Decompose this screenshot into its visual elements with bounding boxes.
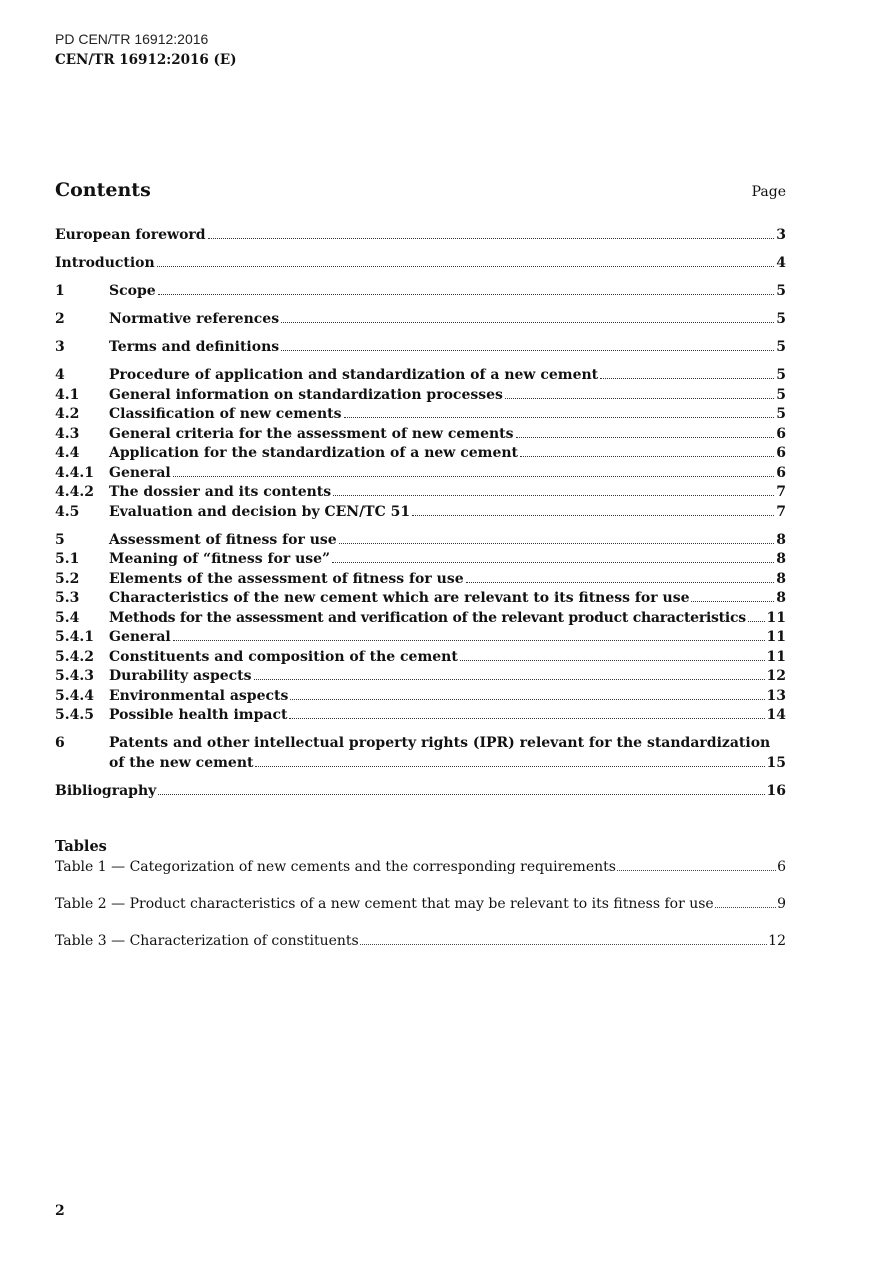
list-of-tables: [55, 858, 786, 969]
toc-entry[interactable]: [55, 687, 786, 707]
toc-entry-page: 5: [776, 339, 786, 355]
toc-entry[interactable]: [55, 531, 786, 551]
toc-entry-number: 4.2: [55, 406, 80, 422]
toc-entry-page: 5: [776, 406, 786, 422]
dot-leader: [748, 621, 765, 622]
toc-entry-title: Terms and definitions: [109, 339, 280, 355]
table-entry-title: Table 1 — Categorization of new cements and the corresponding requirements: [55, 859, 616, 875]
toc-entry[interactable]: [55, 226, 786, 246]
dot-leader: [460, 660, 765, 661]
toc-entry-page: 4: [776, 255, 786, 271]
toc-entry-title: General: [109, 629, 171, 645]
toc-entry-page: 12: [766, 668, 786, 684]
toc-entry-title: Normative references: [109, 311, 280, 327]
page-column-label: Page: [751, 184, 786, 200]
dot-leader: [158, 794, 764, 795]
toc-entry-page: 8: [776, 590, 786, 606]
toc-entry-title: The dossier and its contents: [109, 484, 332, 500]
toc-entry-title: Meaning of “fitness for use”: [109, 551, 331, 567]
toc-entry-number: 4.5: [55, 503, 80, 520]
toc-entry[interactable]: [55, 609, 786, 629]
dot-leader: [158, 294, 775, 295]
toc-entry-number: 5.4.4: [55, 687, 94, 704]
dot-leader: [505, 398, 774, 399]
toc-entry-continuation[interactable]: [55, 754, 786, 774]
dot-leader: [290, 699, 764, 700]
table-of-contents: [55, 226, 786, 801]
toc-entry[interactable]: [55, 782, 786, 802]
toc-entry-title: Elements of the assessment of fitness for use: [109, 570, 464, 587]
toc-entry-page: 14: [766, 707, 786, 723]
toc-entry-number: 4: [55, 367, 65, 383]
document-id-header: PD CEN/TR 16912:2016: [55, 31, 209, 47]
toc-entry-page: 7: [776, 484, 786, 500]
dot-leader: [281, 350, 774, 351]
dot-leader: [173, 476, 775, 477]
toc-entry-number: 4.3: [55, 425, 80, 442]
toc-entry[interactable]: [55, 310, 786, 330]
dot-leader: [520, 456, 774, 457]
toc-entry[interactable]: [55, 570, 786, 590]
toc-entry-number: 5.4.5: [55, 707, 94, 723]
toc-entry-title: Scope: [109, 283, 156, 299]
dot-leader: [516, 437, 775, 438]
toc-entry-page: 15: [766, 754, 786, 771]
dot-leader: [617, 870, 776, 871]
toc-entry-page: 3: [776, 227, 786, 243]
toc-entry-title: General: [109, 464, 171, 481]
table-entry-title: Table 3 — Characterization of constituents: [55, 933, 359, 949]
table-entry-title: Table 2 — Product characteristics of a new cement that may be relevant to its fitness for use: [55, 896, 714, 912]
toc-entry[interactable]: [55, 405, 786, 425]
dot-leader: [157, 266, 775, 267]
toc-entry-page: 8: [776, 531, 786, 548]
toc-entry-page: 6: [776, 445, 786, 461]
toc-entry[interactable]: [55, 589, 786, 609]
table-list-entry[interactable]: [55, 895, 786, 914]
toc-entry[interactable]: [55, 648, 786, 668]
dot-leader: [173, 640, 765, 641]
toc-entry-title: Evaluation and decision by CEN/TC 51: [109, 503, 411, 520]
toc-entry-page: 11: [766, 629, 786, 645]
dot-leader: [412, 515, 774, 516]
toc-entry-page: 6: [776, 464, 786, 481]
toc-entry[interactable]: [55, 628, 786, 648]
dot-leader: [289, 718, 764, 719]
dot-leader: [360, 944, 767, 945]
toc-entry-title: Possible health impact: [109, 707, 288, 723]
table-list-entry[interactable]: [55, 858, 786, 877]
dot-leader: [254, 679, 765, 680]
standard-id-header: CEN/TR 16912:2016 (E): [55, 52, 237, 68]
toc-entry-title: Application for the standardization of a new cement: [109, 445, 519, 461]
toc-entry-number: 5: [55, 531, 65, 548]
toc-entry-page: 5: [776, 311, 786, 327]
toc-entry[interactable]: [55, 667, 786, 687]
toc-entry-page: 11: [766, 609, 786, 626]
toc-entry-page: 6: [776, 425, 786, 442]
toc-entry-number: 4.1: [55, 386, 80, 403]
toc-entry-title: Characteristics of the new cement which are relevant to its fitness for use: [109, 590, 690, 606]
toc-entry-page: 5: [776, 386, 786, 403]
toc-entry-number: 6: [55, 735, 65, 751]
dot-leader: [466, 582, 775, 583]
toc-entry-number: 5.1: [55, 551, 80, 567]
toc-entry-number: 5.4.3: [55, 668, 94, 684]
toc-entry[interactable]: [55, 444, 786, 464]
toc-entry-title-line1: Patents and other intellectual property rights (IPR) relevant for the standardization: [109, 735, 771, 751]
toc-entry-title: Environmental aspects: [109, 687, 289, 704]
table-entry-page: 12: [768, 933, 786, 949]
toc-entry[interactable]: [55, 464, 786, 484]
toc-entry[interactable]: [55, 706, 786, 726]
toc-entry-title-line2: of the new cement: [109, 754, 254, 771]
toc-entry-number: 2: [55, 311, 65, 327]
dot-leader: [208, 238, 775, 239]
page-number: 2: [55, 1203, 65, 1219]
toc-entry-page: 5: [776, 283, 786, 299]
toc-entry-title: Bibliography: [55, 782, 157, 799]
toc-entry-page: 7: [776, 503, 786, 520]
toc-entry-number: 5.4.1: [55, 629, 94, 645]
toc-entry-page: 8: [776, 570, 786, 587]
table-list-entry[interactable]: [55, 932, 786, 951]
dot-leader: [344, 417, 775, 418]
toc-entry-title: Assessment of fitness for use: [109, 531, 337, 548]
toc-entry-page: 16: [766, 782, 786, 799]
toc-entry[interactable]: [55, 550, 786, 570]
dot-leader: [339, 543, 775, 544]
dot-leader: [691, 601, 774, 602]
table-entry-page: 9: [777, 896, 786, 912]
dot-leader: [600, 378, 774, 379]
toc-entry-title: Classification of new cements: [109, 406, 342, 422]
toc-entry[interactable]: [55, 483, 786, 503]
toc-entry[interactable]: [55, 366, 786, 386]
toc-entry-title: Methods for the assessment and verification of the relevant product characteristics: [109, 609, 746, 626]
toc-entry[interactable]: [55, 425, 786, 445]
toc-entry-number: 4.4: [55, 445, 80, 461]
toc-entry-page: 11: [766, 648, 786, 665]
toc-entry-page: 5: [776, 367, 786, 383]
toc-entry-number: 4.4.2: [55, 484, 94, 500]
toc-entry-title: European foreword: [55, 227, 206, 243]
toc-entry-number: 5.4: [55, 609, 80, 626]
toc-entry[interactable]: [55, 338, 786, 358]
toc-entry-number: 4.4.1: [55, 464, 94, 481]
dot-leader: [715, 907, 776, 908]
toc-entry[interactable]: [55, 282, 786, 302]
toc-entry-title: Introduction: [55, 255, 155, 271]
dot-leader: [333, 495, 774, 496]
toc-entry-number: 3: [55, 339, 65, 355]
toc-entry[interactable]: [55, 386, 786, 406]
dot-leader: [281, 322, 774, 323]
toc-entry-title: Constituents and composition of the cement: [109, 648, 458, 665]
table-entry-page: 6: [777, 859, 786, 875]
toc-entry-title: General criteria for the assessment of new cements: [109, 425, 514, 442]
toc-entry-title: Durability aspects: [109, 668, 252, 684]
toc-entry-number: 1: [55, 283, 65, 299]
toc-entry[interactable]: [55, 503, 786, 523]
contents-heading: Contents: [55, 179, 151, 201]
toc-entry-number: 5.2: [55, 570, 80, 587]
toc-entry-number: 5.3: [55, 590, 80, 606]
toc-entry-multiline[interactable]: [55, 734, 786, 754]
toc-entry-number: 5.4.2: [55, 648, 94, 665]
toc-entry-title: Procedure of application and standardization of a new cement: [109, 367, 599, 383]
toc-entry-page: 8: [776, 551, 786, 567]
toc-entry[interactable]: [55, 254, 786, 274]
toc-entry-title: General information on standardization processes: [109, 386, 503, 403]
toc-entry-page: 13: [766, 687, 786, 704]
dot-leader: [255, 766, 764, 767]
dot-leader: [332, 562, 774, 563]
tables-heading: Tables: [55, 838, 107, 855]
